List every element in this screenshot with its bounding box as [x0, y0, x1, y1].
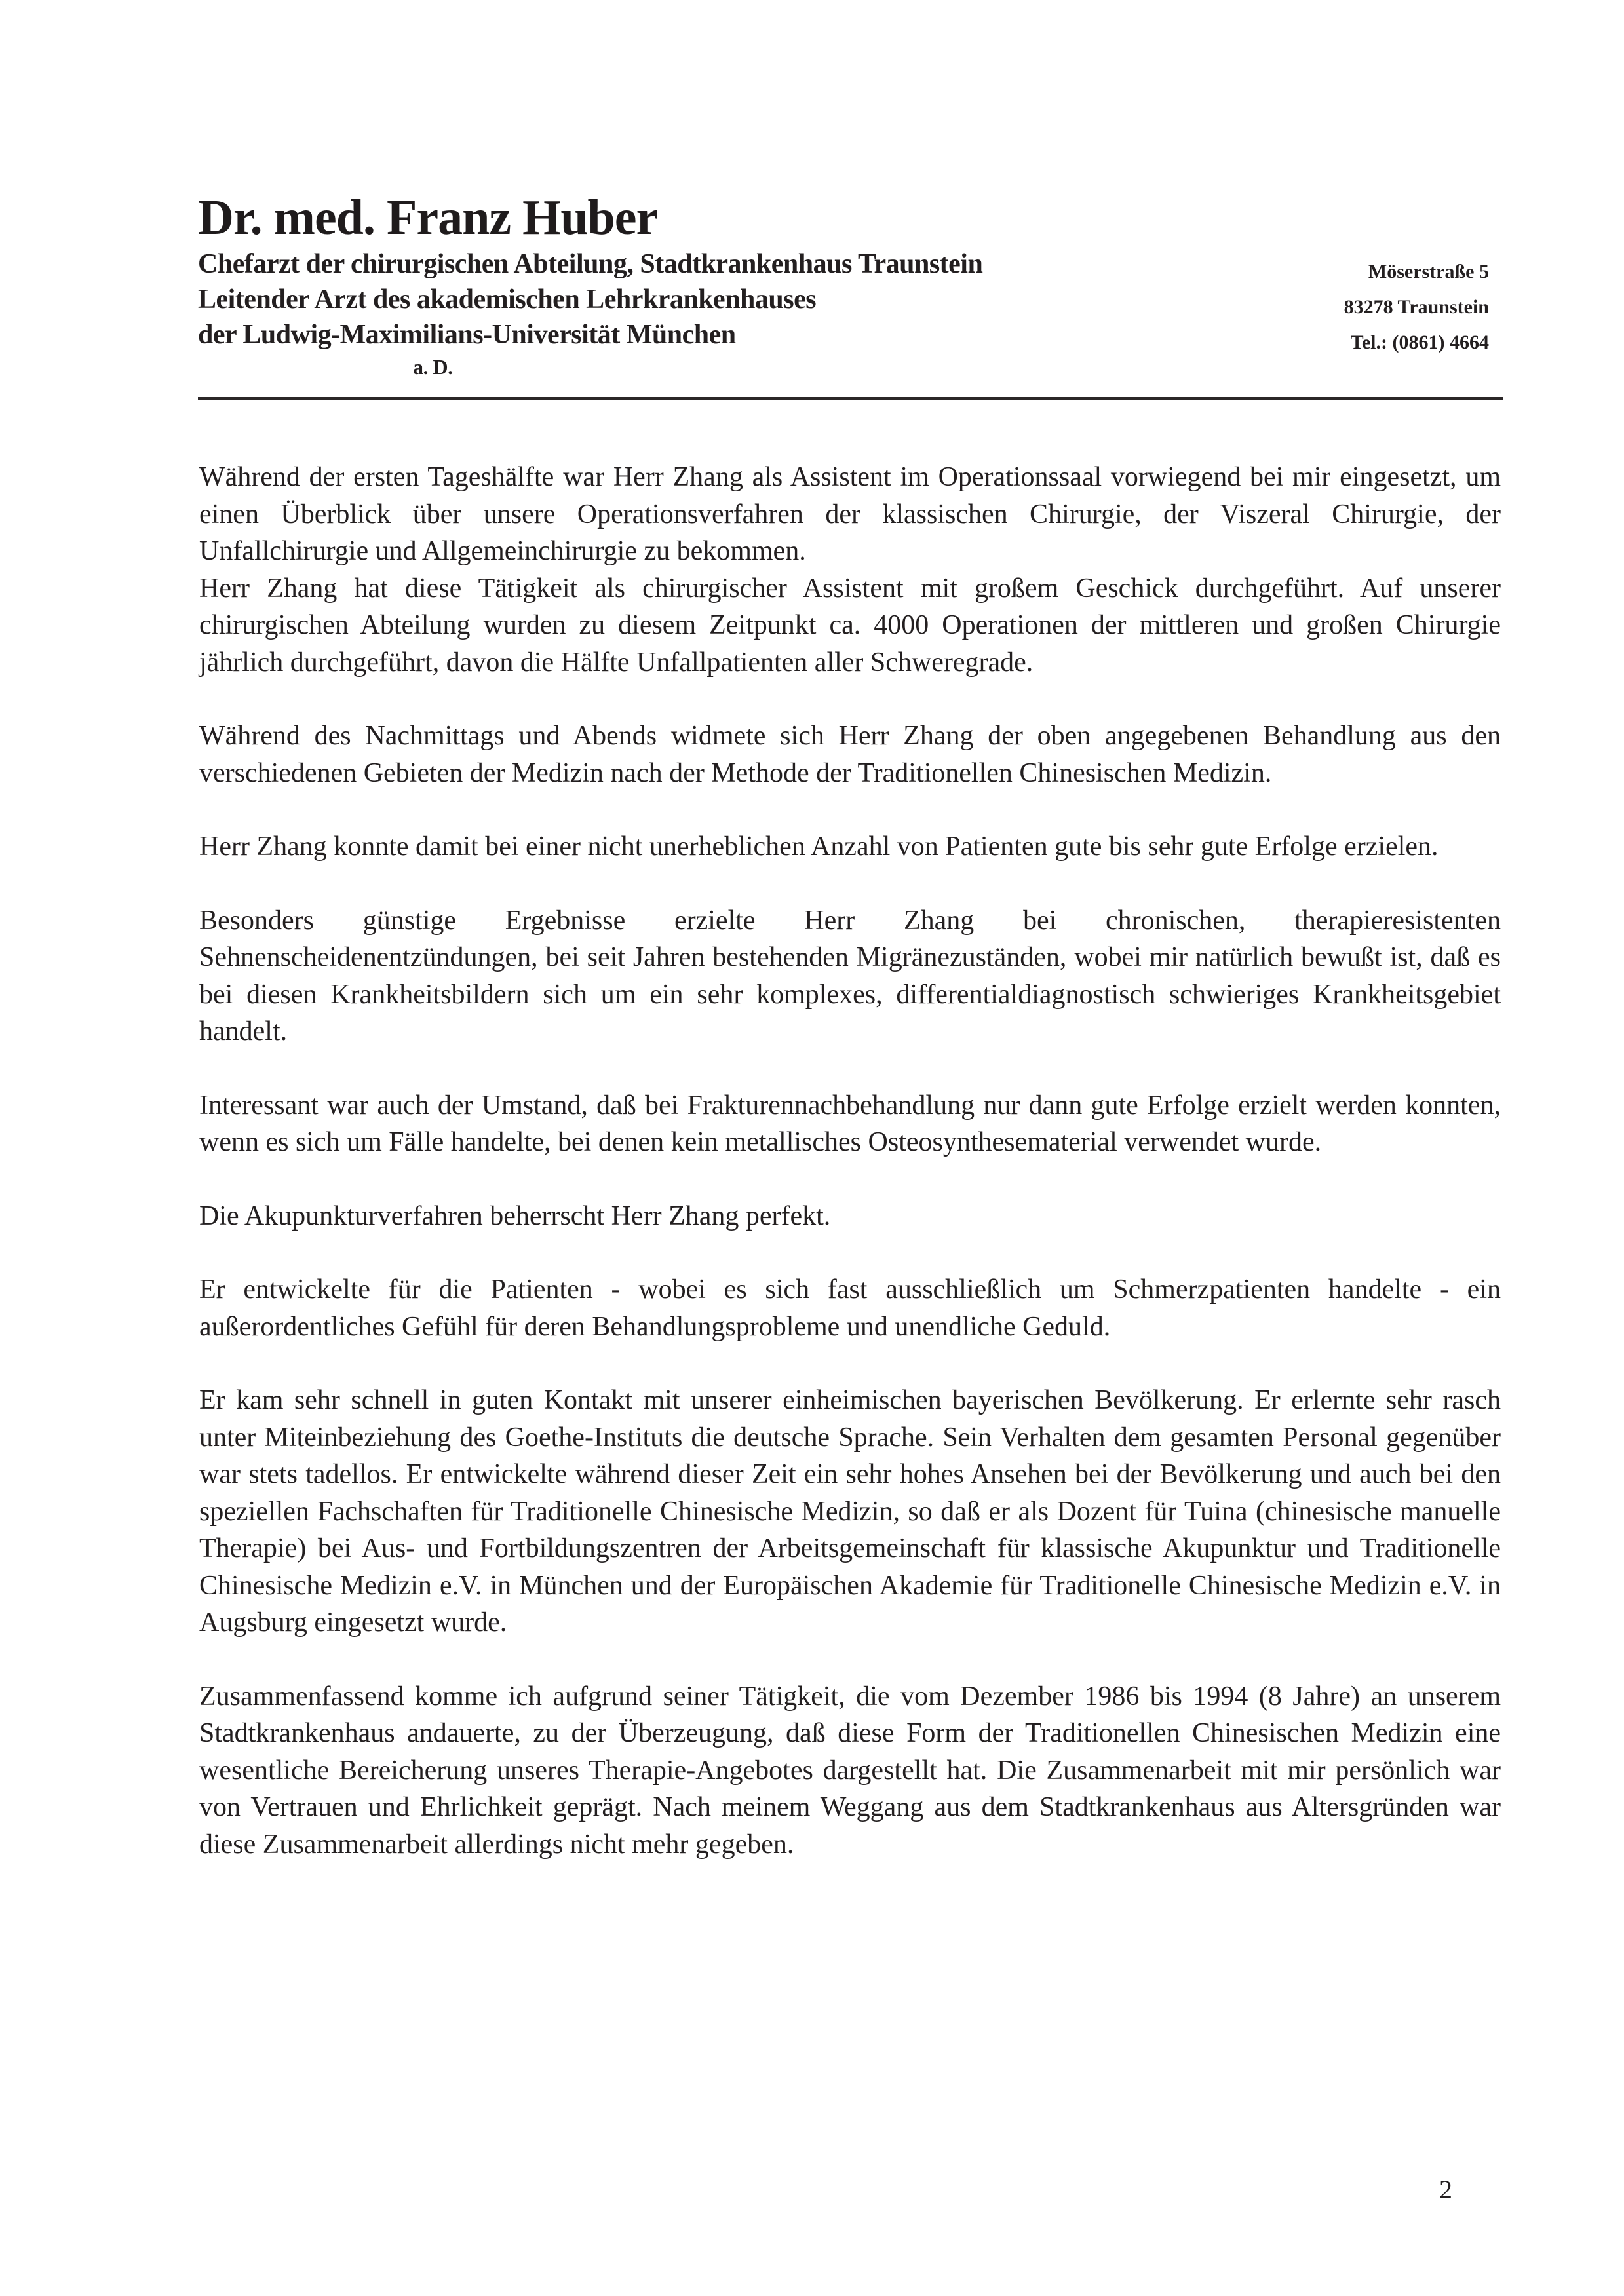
paragraph: Er entwickelte für die Patienten - wobei es sich fast ausschließlich um Schmerzpatienten handelte - ein außerordentliches Gefühl für deren Behandlungsprobleme und unendliche Geduld. [199, 1274, 1501, 1342]
address-city: 83278 Traunstein [1344, 296, 1489, 318]
title-line: Chefarzt der chirurgischen Abteilung, Stadtkrankenhaus Traunstein [198, 249, 983, 279]
paragraph: Die Akupunkturverfahren beherrscht Herr Zhang perfekt. [199, 1200, 831, 1231]
paragraph: Zusammenfassend komme ich aufgrund seiner Tätigkeit, die vom Dezember 1986 bis 1994 (8 Jahre) an unserem Stadtkrankenhaus andauerte, zu der Überzeugung, daß diese Form der Traditionellen Chinesischen Medizin eine wesentliche Bereicherung unseres Therapie-Angebotes dargestellt hat. Die Zusammenarbeit mit mir persönlich war von Vertrauen und Ehrlichkeit geprägt. Nach meinem Weggang aus dem Stadtkrankenhaus aus Altersgründen war diese Zusammenarbeit allerdings nicht mehr gegeben. [199, 1681, 1501, 1860]
title-line: der Ludwig-Maximilians-Universität München [198, 320, 736, 350]
paragraph: Herr Zhang hat diese Tätigkeit als chirurgischer Assistent mit großem Geschick durchgeführt. Auf unserer chirurgischen Abteilung wurden zu diesem Zeitpunkt ca. 4000 Operationen der mittleren und großen Chirurgie jährlich durchgeführt, davon die Hälfte Unfallpatienten aller Schweregrade. [199, 573, 1501, 678]
author-titles [198, 246, 982, 381]
author-name: Dr. med. Franz Huber [198, 190, 658, 245]
header-divider [198, 397, 1503, 400]
paragraph: Während der ersten Tageshälfte war Herr Zhang als Assistent im Operationssaal vorwiegend bei mir eingesetzt, um einen Überblick über unsere Operationsverfahren der klassischen Chirurgie, der Viszeral Chirurgie, der Unfallchirurgie und Allgemeinchirurgie zu bekommen. [199, 462, 1501, 566]
page-number: 2 [1439, 2175, 1452, 2204]
paragraph: Interessant war auch der Umstand, daß bei Frakturennachbehandlung nur dann gute Erfolge erzielt werden konnten, wenn es sich um Fälle handelte, bei denen kein metallisches Osteosynthesematerial verwendet wurde. [199, 1090, 1501, 1157]
letter-body [199, 459, 1501, 1900]
letterhead [198, 190, 1502, 379]
title-line: Leitender Arzt des akademischen Lehrkrankenhauses [198, 284, 817, 315]
address-phone: Tel.: (0861) 4664 [1350, 332, 1489, 353]
address-block [1344, 254, 1489, 360]
paragraph: Herr Zhang konnte damit bei einer nicht unerheblichen Anzahl von Patienten gute bis sehr gute Erfolge erzielen. [199, 832, 1439, 862]
paragraph: Während des Nachmittags und Abends widmete sich Herr Zhang der oben angegebenen Behandlung aus den verschiedenen Gebieten der Medizin nach der Methode der Traditionellen Chinesischen Medizin. [199, 721, 1501, 788]
paragraph: Er kam sehr schnell in guten Kontakt mit unserer einheimischen bayerischen Bevölkerung. Er erlernte sehr rasch unter Miteinbeziehung des Goethe-Instituts die deutsche Sprache. Sein Verhalten dem gesamten Personal gegenüber war stets tadellos. Er entwickelte während dieser Zeit ein sehr hohes Ansehen bei der Bevölkerung und auch bei den speziellen Fachschaften für Traditionelle Chinesische Medizin, so daß er als Dozent für Tuina (chinesische manuelle Therapie) bei Aus- und Fortbildungszentren der Arbeitsgemeinschaft für klassische Akupunktur und Traditionelle Chinesische Medizin e.V. in München und der Europäischen Akademie für Traditionelle Chinesische Medizin e.V. in Augsburg eingesetzt wurde. [199, 1385, 1501, 1637]
address-street: Möserstraße 5 [1368, 261, 1489, 282]
paragraph: Besonders günstige Ergebnisse erzielte Herr Zhang bei chronischen, therapieresistenten Sehnenscheidenentzündungen, bei seit Jahren bestehenden Migränezuständen, wobei mir natürlich bewußt ist, daß es bei diesen Krankheitsbildern sich um ein sehr komplexes, differentialdiagnostisch schwieriges Krankheitsgebiet handelt. [199, 905, 1501, 1046]
retired-note: a. D. [413, 355, 453, 379]
